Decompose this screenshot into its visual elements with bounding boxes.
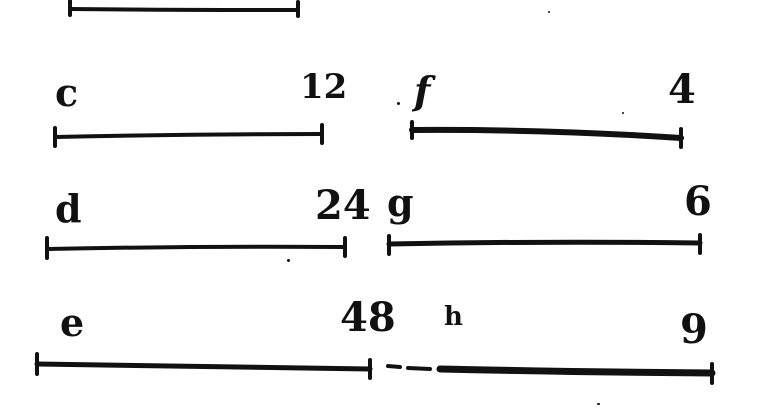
segment-d [47, 247, 345, 249]
number-d: 24 [315, 182, 371, 229]
segment-f [412, 130, 681, 138]
number-e: 48 [340, 294, 396, 341]
segment-e [37, 364, 370, 369]
number-h: 9 [680, 306, 708, 353]
segment-top [70, 9, 298, 10]
segment-h [440, 369, 712, 373]
number-f: 4 [668, 66, 696, 113]
label-h: h [444, 302, 463, 332]
segment-c [55, 134, 322, 137]
ink-speck [597, 403, 600, 405]
segment-g [389, 242, 700, 244]
label-c: c [55, 70, 79, 115]
label-g: g [387, 180, 414, 225]
ink-speck [622, 112, 624, 114]
label-e: e [60, 300, 85, 345]
ink-speck [287, 259, 290, 262]
ink-speck [548, 11, 550, 13]
label-f: f [414, 68, 431, 113]
ink-speck [397, 102, 400, 105]
number-c: 12 [300, 67, 348, 107]
label-d: d [55, 186, 82, 231]
number-g: 6 [684, 178, 712, 225]
segment-h-start [388, 366, 430, 369]
